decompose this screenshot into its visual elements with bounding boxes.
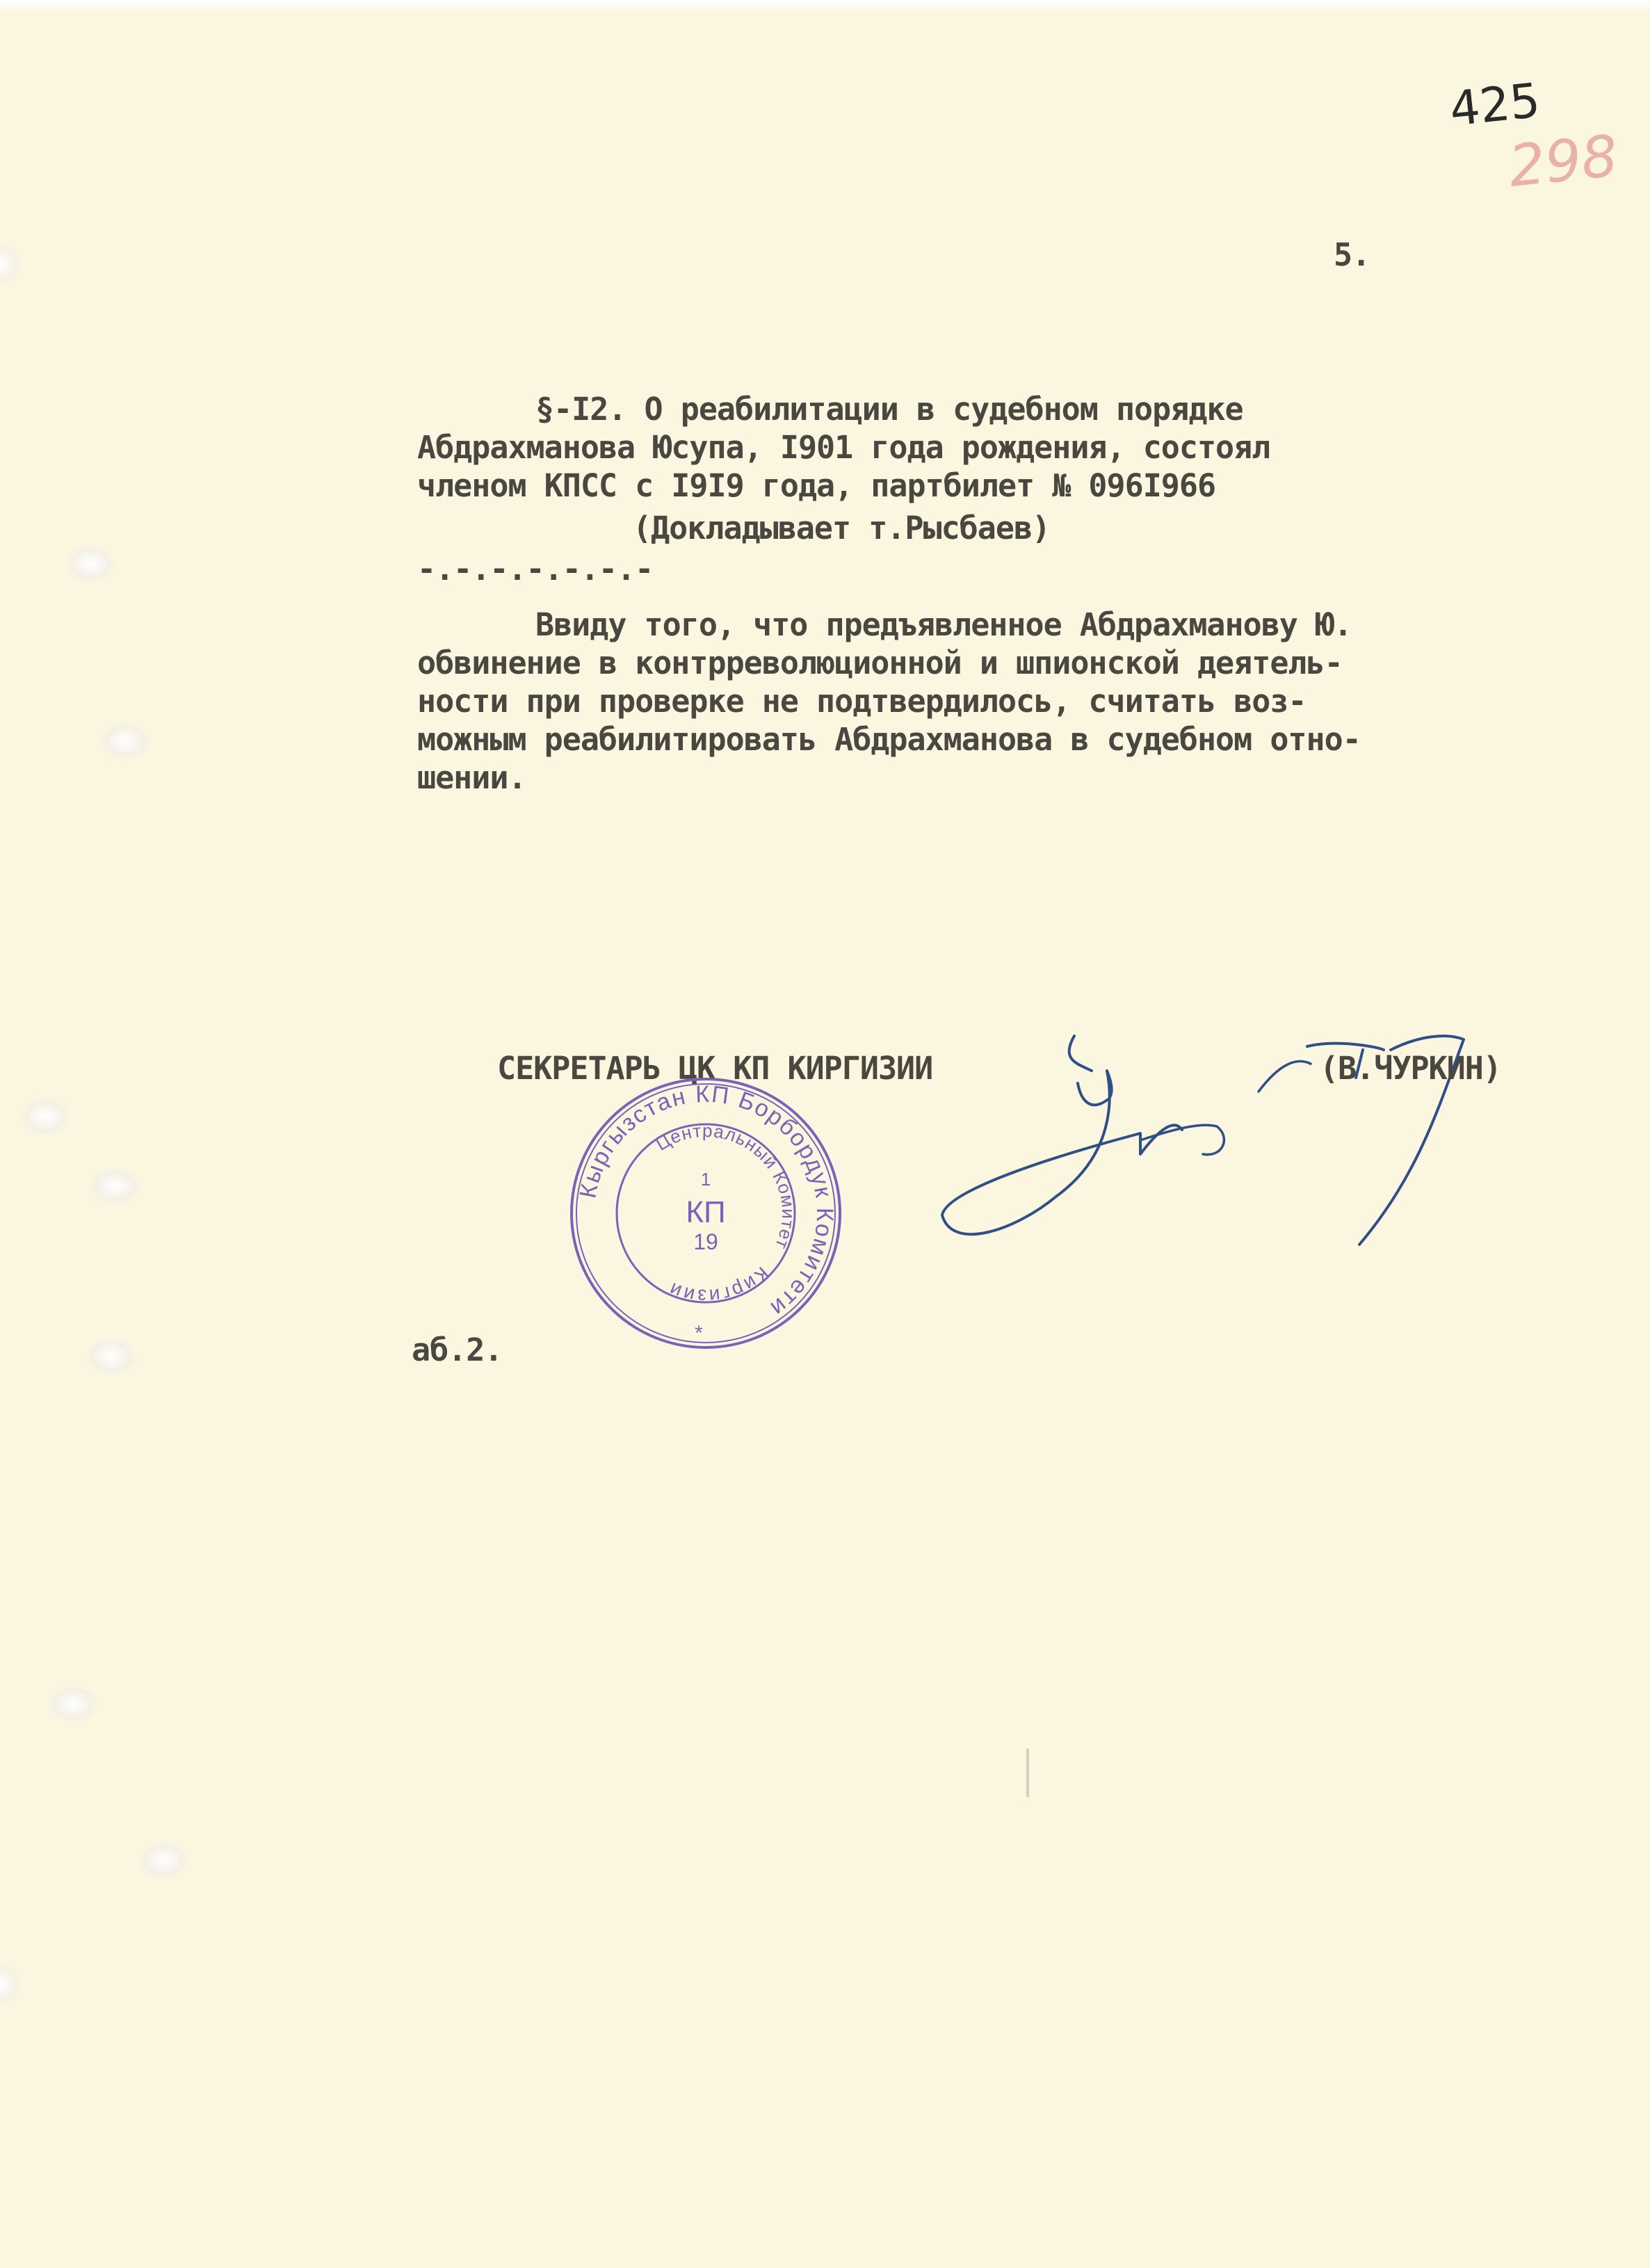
resolution-line-4: можным реабилитировать Абдрахманова в судебном отно- <box>417 721 1361 758</box>
binding-hole <box>66 546 115 582</box>
svg-text:Киргизии <box>665 1263 774 1307</box>
stamp-star: * <box>695 1322 703 1345</box>
stamp-outer-text: Кыргызстан КП Борбордук Комитети <box>574 1080 839 1322</box>
reporter-line: (Докладывает т.Рысбаев) <box>633 510 1051 546</box>
stamp-center-line-1: 1 <box>700 1169 711 1190</box>
resolution-line-2: обвинение в контрреволюционной и шпионской деятель- <box>417 645 1343 681</box>
footer-typist-mark: аб.2. <box>412 1331 503 1368</box>
separator-line: -.-.-.-.-.-.- <box>417 551 654 588</box>
stamp-center-line-2: КП <box>686 1195 726 1229</box>
paper-scuff <box>1026 1749 1029 1797</box>
section-heading-line-3: членом КПСС с I9I9 года, партбилет № 096I966 <box>417 467 1216 504</box>
binding-hole <box>139 1842 188 1879</box>
binding-hole <box>101 723 149 759</box>
binding-hole <box>87 1338 136 1375</box>
resolution-line-1: Ввиду того, что предъявленное Абдрахманову Ю. <box>535 606 1352 643</box>
signer-name: (В.ЧУРКИН) <box>1320 1050 1501 1087</box>
page-number: 5. <box>1334 236 1370 273</box>
section-heading-line-2: Абдрахманова Юсупа, I901 года рождения, состоял <box>417 429 1270 466</box>
signer-title: СЕКРЕТАРЬ ЦК КП КИРГИЗИИ <box>497 1050 933 1087</box>
paper-tear <box>0 243 21 285</box>
stamp-inner-bottom-text: Киргизии <box>664 1263 774 1308</box>
section-heading-line-1: §-I2. О реабилитации в судебном порядке <box>535 391 1243 428</box>
archive-pencil-number: 298 <box>1505 123 1621 200</box>
paper-edge <box>0 0 1650 13</box>
stamp-inner-top-text: Центральный Комитет <box>652 1119 800 1253</box>
svg-text:Центральный Комитет <box>652 1120 799 1253</box>
stamp-center-line-3: 19 <box>693 1229 718 1254</box>
paper-tear <box>0 1964 21 2006</box>
binding-hole <box>90 1168 139 1204</box>
official-seal <box>567 1074 845 1352</box>
resolution-line-3: ности при проверке не подтвердилось, считать воз- <box>417 683 1307 720</box>
archive-ink-number: 425 <box>1447 73 1543 138</box>
binding-hole <box>21 1099 70 1135</box>
resolution-line-5: шении. <box>417 759 526 796</box>
binding-hole <box>49 1686 97 1722</box>
